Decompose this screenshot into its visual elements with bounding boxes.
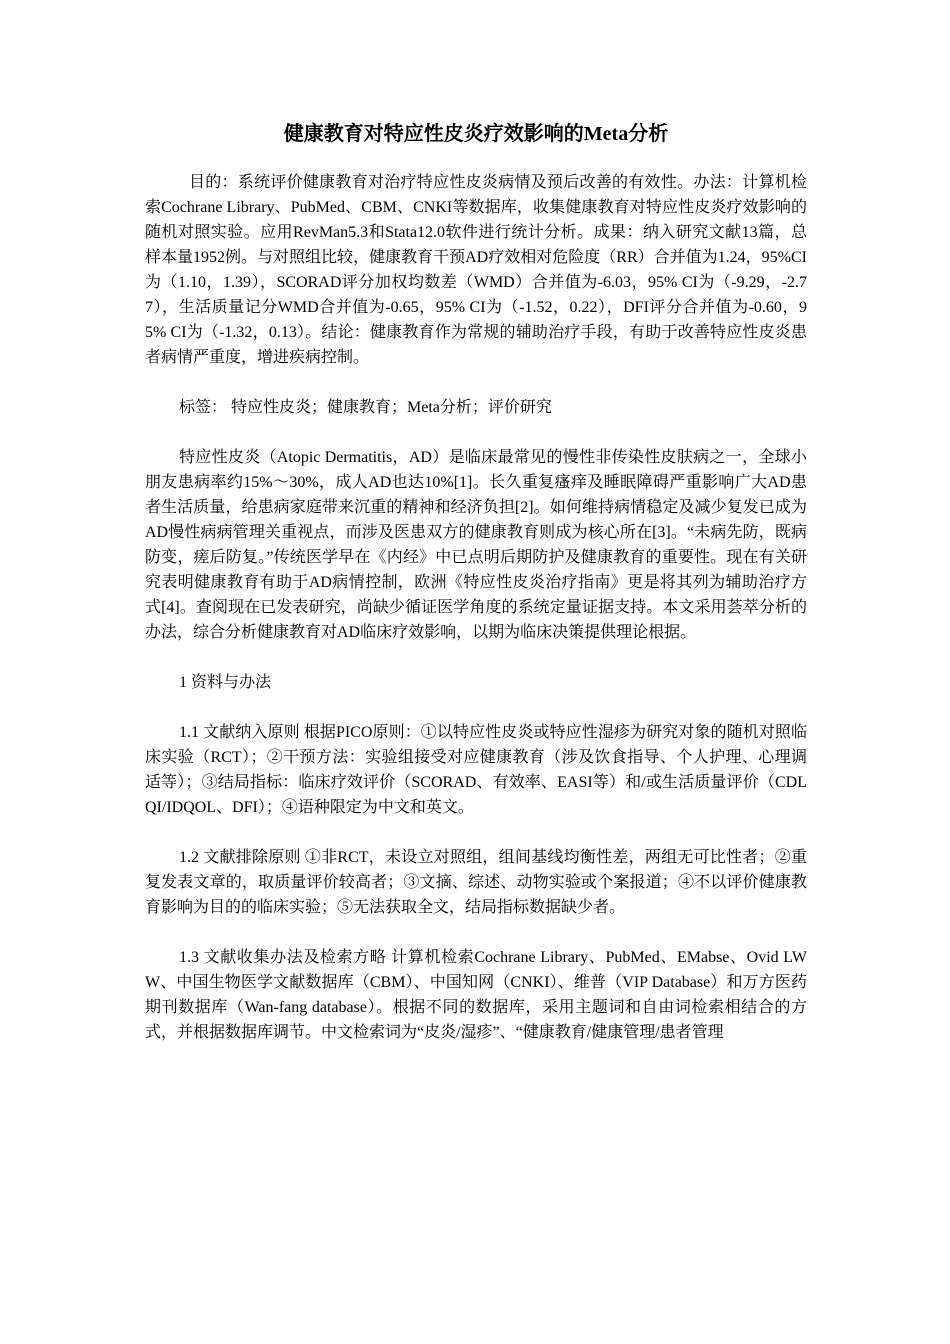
document-title: 健康教育对特应性皮炎疗效影响的Meta分析 bbox=[283, 123, 669, 145]
keywords-paragraph: 标签： 特应性皮炎；健康教育；Meta分析；评价研究 bbox=[179, 399, 552, 416]
document-page bbox=[145, 118, 807, 1070]
section-1-2-exclusion-criteria: 1.2 文献排除原则 ①非RCT，未设立对照组，组间基线均衡性差，两组无可比性者；②重复发表文章的，取质量评价较高者；③文摘、综述、动物实验或个案报道；④不以评价健康教育影响为目的的临床实验；⑤无法获取全文，结局指标数据缺少者。 bbox=[145, 849, 807, 916]
section-heading-materials-methods: 1 资料与办法 bbox=[179, 674, 272, 691]
introduction-paragraph: 特应性皮炎（Atopic Dermatitis，AD）是临床最常见的慢性非传染性皮肤病之一，全球小朋友患病率约15%～30%，成人AD也达10%[1]。长久重复瘙痒及睡眠障碍严重影响广大AD患者生活质量，给患病家庭带来沉重的精神和经济负担[2]。如何维持病情稳定及减少复发已成为AD慢性病病管理关重视点，而涉及医患双方的健康教育则成为核心所在[3]。“未病先防，既病防变，瘥后防复。”传统医学早在《内经》中已点明后期防护及健康教育的重要性。现在有关研究表明健康教育有助于AD病情控制，欧洲《特应性皮炎治疗指南》更是将其列为辅助治疗方式[4]。查阅现在已发表研究，尚缺少循证医学角度的系统定量证据支持。本文采用荟萃分析的办法，综合分析健康教育对AD临床疗效影响，以期为临床决策提供理论根据。 bbox=[145, 449, 807, 641]
section-1-3-search-strategy: 1.3 文献收集办法及检索方略 计算机检索Cochrane Library、PubMed、EMabse、Ovid LWW、中国生物医学文献数据库（CBM）、中国知网（CNKI）、维普（VIP Database）和万方医药期刊数据库（Wan-fang database）。根据不同的数据库，采用主题词和自由词检索相结合的方式，并根据数据库调节。中文检索词为“皮炎/湿疹”、“健康教育/健康管理/患者管理 bbox=[145, 949, 807, 1041]
abstract-paragraph: 目的：系统评价健康教育对治疗特应性皮炎病情及预后改善的有效性。办法：计算机检索Cochrane Library、PubMed、CBM、CNKI等数据库，收集健康教育对特应性皮炎疗效影响的随机对照实验。应用RevMan5.3和Stata12.0软件进行统计分析。成果：纳入研究文献13篇，总样本量1952例。与对照组比较，健康教育干预AD疗效相对危险度（RR）合并值为1.24，95%CI为（1.10，1.39），SCORAD评分加权均数差（WMD）合并值为-6.03，95% CI为（-9.29，-2.77），生活质量记分WMD合并值为-0.65，95% CI为（-1.52，0.22），DFI评分合并值为-0.60，95% CI为（-1.32，0.13）。结论：健康教育作为常规的辅助治疗手段，有助于改善特应性皮炎患者病情严重度，增进疾病控制。 bbox=[145, 174, 807, 366]
section-1-1-inclusion-criteria: 1.1 文献纳入原则 根据PICO原则：①以特应性皮炎或特应性湿疹为研究对象的随机对照临床实验（RCT）；②干预方法：实验组接受对应健康教育（涉及饮食指导、个人护理、心理调适等）；③结局指标：临床疗效评价（SCORAD、有效率、EASI等）和/或生活质量评价（CDLQI/IDQOL、DFI）；④语种限定为中文和英文。 bbox=[145, 724, 807, 816]
